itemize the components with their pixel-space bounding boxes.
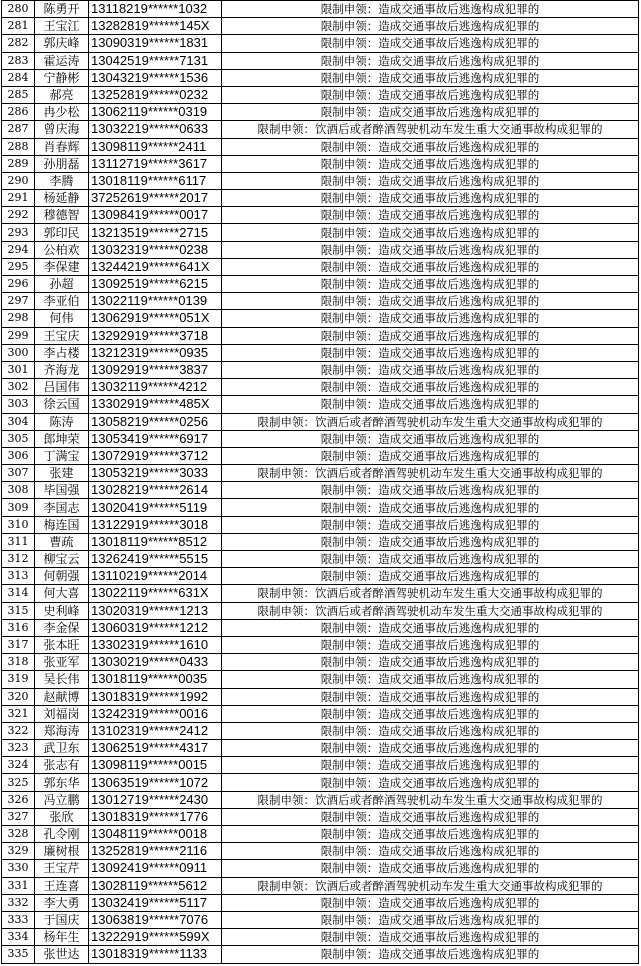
person-name-cell: 陈涛	[35, 413, 89, 430]
person-name-cell: 齐海龙	[35, 361, 89, 378]
id-number-cell: 13212319******0935	[89, 344, 222, 361]
restriction-reason-cell: 限制申领：造成交通事故后逃逸构成犯罪的	[222, 946, 639, 963]
row-number-cell: 321	[2, 705, 35, 722]
restriction-reason-cell: 限制申领：造成交通事故后逃逸构成犯罪的	[222, 671, 639, 688]
person-name-cell: 柳宝云	[35, 551, 89, 568]
row-number-cell: 292	[2, 207, 35, 224]
id-number-cell: 37252619******2017	[89, 190, 222, 207]
row-number-cell: 294	[2, 241, 35, 258]
table-row	[2, 533, 639, 550]
table-row	[2, 860, 639, 877]
id-number-cell: 13018119******8512	[89, 533, 222, 550]
person-name-cell: 陈勇开	[35, 1, 89, 18]
table-row	[2, 585, 639, 602]
restriction-reason-cell: 限制申领：造成交通事故后逃逸构成犯罪的	[222, 499, 639, 516]
restriction-reason-cell: 限制申领：造成交通事故后逃逸构成犯罪的	[222, 293, 639, 310]
restriction-reason-cell: 限制申领：造成交通事故后逃逸构成犯罪的	[222, 551, 639, 568]
person-name-cell: 李金保	[35, 619, 89, 636]
person-name-cell: 杨延静	[35, 190, 89, 207]
id-number-cell: 13032119******4212	[89, 379, 222, 396]
table-row	[2, 705, 639, 722]
person-name-cell: 王宝江	[35, 18, 89, 35]
restriction-reason-cell: 限制申领：造成交通事故后逃逸构成犯罪的	[222, 808, 639, 825]
restriction-reason-cell: 限制申领：饮酒后或者醉酒驾驶机动车发生重大交通事故构成犯罪的	[222, 602, 639, 619]
id-number-cell: 13102319******2412	[89, 722, 222, 739]
row-number-cell: 314	[2, 585, 35, 602]
person-name-cell: 霍运涛	[35, 52, 89, 69]
person-name-cell: 李亚伯	[35, 293, 89, 310]
row-number-cell: 298	[2, 310, 35, 327]
table-row	[2, 86, 639, 103]
id-number-cell: 13063519******1072	[89, 774, 222, 791]
restriction-reason-cell: 限制申领：造成交通事故后逃逸构成犯罪的	[222, 826, 639, 843]
row-number-cell: 302	[2, 379, 35, 396]
id-number-cell: 13090319******1831	[89, 35, 222, 52]
person-name-cell: 郝亮	[35, 86, 89, 103]
restriction-reason-cell: 限制申领：造成交通事故后逃逸构成犯罪的	[222, 654, 639, 671]
table-row	[2, 121, 639, 138]
person-name-cell: 王宝庆	[35, 327, 89, 344]
id-number-cell: 13063819******7076	[89, 911, 222, 928]
row-number-cell: 295	[2, 258, 35, 275]
id-number-cell: 13018119******0035	[89, 671, 222, 688]
id-number-cell: 13043219******1536	[89, 69, 222, 86]
restriction-reason-cell: 限制申领：造成交通事故后逃逸构成犯罪的	[222, 860, 639, 877]
restriction-reason-cell: 限制申领：造成交通事故后逃逸构成犯罪的	[222, 911, 639, 928]
restriction-reason-cell: 限制申领：造成交通事故后逃逸构成犯罪的	[222, 361, 639, 378]
person-name-cell: 张本旺	[35, 636, 89, 653]
id-number-cell: 13020319******1213	[89, 602, 222, 619]
id-number-cell: 13262419******5515	[89, 551, 222, 568]
table-row	[2, 379, 639, 396]
table-row	[2, 241, 639, 258]
person-name-cell: 郭东华	[35, 774, 89, 791]
id-number-cell: 13072919******3712	[89, 447, 222, 464]
person-name-cell: 李占楼	[35, 344, 89, 361]
person-name-cell: 李腾	[35, 172, 89, 189]
table-row	[2, 190, 639, 207]
id-number-cell: 13110219******2014	[89, 568, 222, 585]
table-row	[2, 293, 639, 310]
restriction-reason-cell: 限制申领：造成交通事故后逃逸构成犯罪的	[222, 172, 639, 189]
row-number-cell: 332	[2, 894, 35, 911]
table-row	[2, 155, 639, 172]
restriction-reason-cell: 限制申领：造成交通事故后逃逸构成犯罪的	[222, 619, 639, 636]
id-number-cell: 13018119******6117	[89, 172, 222, 189]
id-number-cell: 13292919******3718	[89, 327, 222, 344]
person-name-cell: 孔令刚	[35, 826, 89, 843]
person-name-cell: 穆德智	[35, 207, 89, 224]
restriction-reason-cell: 限制申领：造成交通事故后逃逸构成犯罪的	[222, 52, 639, 69]
row-number-cell: 325	[2, 774, 35, 791]
id-number-cell: 13053419******6917	[89, 430, 222, 447]
person-name-cell: 孙超	[35, 276, 89, 293]
id-number-cell: 13020419******5119	[89, 499, 222, 516]
row-number-cell: 335	[2, 946, 35, 963]
id-number-cell: 13060319******1212	[89, 619, 222, 636]
table-row	[2, 636, 639, 653]
table-row	[2, 430, 639, 447]
row-number-cell: 313	[2, 568, 35, 585]
id-number-cell: 13042519******7131	[89, 52, 222, 69]
row-number-cell: 328	[2, 826, 35, 843]
id-number-cell: 13252819******0232	[89, 86, 222, 103]
restriction-reason-cell: 限制申领：饮酒后或者醉酒驾驶机动车发生重大交通事故构成犯罪的	[222, 465, 639, 482]
id-number-cell: 13302319******1610	[89, 636, 222, 653]
restriction-reason-cell: 限制申领：造成交通事故后逃逸构成犯罪的	[222, 516, 639, 533]
table-row	[2, 791, 639, 808]
id-number-cell: 13222919******599X	[89, 929, 222, 946]
table-row	[2, 654, 639, 671]
id-number-cell: 13098119******0015	[89, 757, 222, 774]
person-name-cell: 郑海涛	[35, 722, 89, 739]
id-number-cell: 13062519******4317	[89, 740, 222, 757]
person-name-cell: 何大喜	[35, 585, 89, 602]
table-row	[2, 929, 639, 946]
person-name-cell: 冉少松	[35, 104, 89, 121]
restriction-reason-cell: 限制申领：饮酒后或者醉酒驾驶机动车发生重大交通事故构成犯罪的	[222, 877, 639, 894]
id-number-cell: 13302919******485X	[89, 396, 222, 413]
table-row	[2, 344, 639, 361]
person-name-cell: 王宝芹	[35, 860, 89, 877]
person-name-cell: 郎坤荣	[35, 430, 89, 447]
person-name-cell: 郭印民	[35, 224, 89, 241]
row-number-cell: 291	[2, 190, 35, 207]
id-number-cell: 13022119******0139	[89, 293, 222, 310]
restriction-table	[1, 0, 639, 964]
restriction-reason-cell: 限制申领：造成交通事故后逃逸构成犯罪的	[222, 447, 639, 464]
row-number-cell: 301	[2, 361, 35, 378]
id-number-cell: 13244219******641X	[89, 258, 222, 275]
table-row	[2, 1, 639, 18]
row-number-cell: 329	[2, 843, 35, 860]
table-row	[2, 396, 639, 413]
id-number-cell: 13098119******2411	[89, 138, 222, 155]
restriction-reason-cell: 限制申领：造成交通事故后逃逸构成犯罪的	[222, 843, 639, 860]
row-number-cell: 289	[2, 155, 35, 172]
person-name-cell: 李国志	[35, 499, 89, 516]
row-number-cell: 322	[2, 722, 35, 739]
row-number-cell: 316	[2, 619, 35, 636]
person-name-cell: 毕国强	[35, 482, 89, 499]
restriction-reason-cell: 限制申领：造成交通事故后逃逸构成犯罪的	[222, 894, 639, 911]
restriction-reason-cell: 限制申领：造成交通事故后逃逸构成犯罪的	[222, 86, 639, 103]
table-row	[2, 104, 639, 121]
id-number-cell: 13028219******2614	[89, 482, 222, 499]
row-number-cell: 307	[2, 465, 35, 482]
person-name-cell: 曾庆海	[35, 121, 89, 138]
id-number-cell: 13282819******145X	[89, 18, 222, 35]
person-name-cell: 徐云国	[35, 396, 89, 413]
person-name-cell: 史利峰	[35, 602, 89, 619]
table-row	[2, 516, 639, 533]
restriction-reason-cell: 限制申领：造成交通事故后逃逸构成犯罪的	[222, 396, 639, 413]
table-row	[2, 826, 639, 843]
table-row	[2, 946, 639, 963]
table-row	[2, 894, 639, 911]
restriction-reason-cell: 限制申领：造成交通事故后逃逸构成犯罪的	[222, 327, 639, 344]
row-number-cell: 333	[2, 911, 35, 928]
row-number-cell: 315	[2, 602, 35, 619]
row-number-cell: 281	[2, 18, 35, 35]
person-name-cell: 张志有	[35, 757, 89, 774]
person-name-cell: 张亚军	[35, 654, 89, 671]
row-number-cell: 306	[2, 447, 35, 464]
row-number-cell: 282	[2, 35, 35, 52]
id-number-cell: 13092919******3837	[89, 361, 222, 378]
row-number-cell: 284	[2, 69, 35, 86]
row-number-cell: 283	[2, 52, 35, 69]
row-number-cell: 309	[2, 499, 35, 516]
person-name-cell: 郭庆峰	[35, 35, 89, 52]
row-number-cell: 296	[2, 276, 35, 293]
person-name-cell: 公柏欢	[35, 241, 89, 258]
row-number-cell: 319	[2, 671, 35, 688]
row-number-cell: 320	[2, 688, 35, 705]
id-number-cell: 13032319******0238	[89, 241, 222, 258]
id-number-cell: 13213519******2715	[89, 224, 222, 241]
id-number-cell: 13122919******3018	[89, 516, 222, 533]
id-number-cell: 13018319******1992	[89, 688, 222, 705]
restriction-reason-cell: 限制申领：造成交通事故后逃逸构成犯罪的	[222, 705, 639, 722]
restriction-reason-cell: 限制申领：造成交通事故后逃逸构成犯罪的	[222, 636, 639, 653]
person-name-cell: 张建	[35, 465, 89, 482]
table-row	[2, 327, 639, 344]
row-number-cell: 290	[2, 172, 35, 189]
row-number-cell: 293	[2, 224, 35, 241]
row-number-cell: 312	[2, 551, 35, 568]
table-row	[2, 413, 639, 430]
person-name-cell: 刘福岗	[35, 705, 89, 722]
restriction-reason-cell: 限制申领：造成交通事故后逃逸构成犯罪的	[222, 344, 639, 361]
id-number-cell: 13022119******631X	[89, 585, 222, 602]
restriction-reason-cell: 限制申领：造成交通事故后逃逸构成犯罪的	[222, 688, 639, 705]
row-number-cell: 326	[2, 791, 35, 808]
person-name-cell: 何朝强	[35, 568, 89, 585]
id-number-cell: 13053219******3033	[89, 465, 222, 482]
table-row	[2, 671, 639, 688]
table-row	[2, 619, 639, 636]
table-row	[2, 447, 639, 464]
restriction-reason-cell: 限制申领：造成交通事故后逃逸构成犯罪的	[222, 757, 639, 774]
table-row	[2, 568, 639, 585]
row-number-cell: 317	[2, 636, 35, 653]
restriction-reason-cell: 限制申领：饮酒后或者醉酒驾驶机动车发生重大交通事故构成犯罪的	[222, 585, 639, 602]
row-number-cell: 318	[2, 654, 35, 671]
table-row	[2, 465, 639, 482]
restriction-reason-cell: 限制申领：饮酒后或者醉酒驾驶机动车发生重大交通事故构成犯罪的	[222, 791, 639, 808]
table-row	[2, 774, 639, 791]
person-name-cell: 吕国伟	[35, 379, 89, 396]
person-name-cell: 李保建	[35, 258, 89, 275]
id-number-cell: 13030219******0433	[89, 654, 222, 671]
table-row	[2, 207, 639, 224]
restriction-reason-cell: 限制申领：造成交通事故后逃逸构成犯罪的	[222, 69, 639, 86]
row-number-cell: 299	[2, 327, 35, 344]
table-row	[2, 499, 639, 516]
restriction-reason-cell: 限制申领：造成交通事故后逃逸构成犯罪的	[222, 482, 639, 499]
restriction-reason-cell: 限制申领：造成交通事故后逃逸构成犯罪的	[222, 258, 639, 275]
id-number-cell: 13062119******0319	[89, 104, 222, 121]
id-number-cell: 13028119******5612	[89, 877, 222, 894]
restriction-reason-cell: 限制申领：造成交通事故后逃逸构成犯罪的	[222, 1, 639, 18]
restriction-reason-cell: 限制申领：造成交通事故后逃逸构成犯罪的	[222, 155, 639, 172]
id-number-cell: 13032219******0633	[89, 121, 222, 138]
row-number-cell: 287	[2, 121, 35, 138]
person-name-cell: 曹疏	[35, 533, 89, 550]
restriction-reason-cell: 限制申领：造成交通事故后逃逸构成犯罪的	[222, 379, 639, 396]
restriction-reason-cell: 限制申领：造成交通事故后逃逸构成犯罪的	[222, 18, 639, 35]
row-number-cell: 330	[2, 860, 35, 877]
table-row	[2, 258, 639, 275]
table-row	[2, 224, 639, 241]
person-name-cell: 孙朋磊	[35, 155, 89, 172]
row-number-cell: 305	[2, 430, 35, 447]
row-number-cell: 323	[2, 740, 35, 757]
table-row	[2, 482, 639, 499]
person-name-cell: 王连喜	[35, 877, 89, 894]
table-row	[2, 757, 639, 774]
row-number-cell: 297	[2, 293, 35, 310]
restriction-reason-cell: 限制申领：造成交通事故后逃逸构成犯罪的	[222, 430, 639, 447]
restriction-reason-cell: 限制申领：造成交通事故后逃逸构成犯罪的	[222, 241, 639, 258]
person-name-cell: 何伟	[35, 310, 89, 327]
restriction-reason-cell: 限制申领：造成交通事故后逃逸构成犯罪的	[222, 190, 639, 207]
restriction-reason-cell: 限制申领：造成交通事故后逃逸构成犯罪的	[222, 929, 639, 946]
person-name-cell: 肖春辉	[35, 138, 89, 155]
row-number-cell: 311	[2, 533, 35, 550]
table-row	[2, 310, 639, 327]
id-number-cell: 13098419******0017	[89, 207, 222, 224]
restriction-reason-cell: 限制申领：造成交通事故后逃逸构成犯罪的	[222, 774, 639, 791]
person-name-cell: 武卫东	[35, 740, 89, 757]
id-number-cell: 13032419******5117	[89, 894, 222, 911]
table-row	[2, 52, 639, 69]
id-number-cell: 13242319******0016	[89, 705, 222, 722]
table-row	[2, 877, 639, 894]
row-number-cell: 286	[2, 104, 35, 121]
row-number-cell: 334	[2, 929, 35, 946]
id-number-cell: 13252819******2116	[89, 843, 222, 860]
restriction-reason-cell: 限制申领：造成交通事故后逃逸构成犯罪的	[222, 568, 639, 585]
person-name-cell: 吴长伟	[35, 671, 89, 688]
id-number-cell: 13048119******0018	[89, 826, 222, 843]
table-row	[2, 722, 639, 739]
row-number-cell: 285	[2, 86, 35, 103]
id-number-cell: 13062919******051X	[89, 310, 222, 327]
restriction-reason-cell: 限制申领：造成交通事故后逃逸构成犯罪的	[222, 35, 639, 52]
row-number-cell: 310	[2, 516, 35, 533]
id-number-cell: 13092519******6215	[89, 276, 222, 293]
id-number-cell: 13058219******0256	[89, 413, 222, 430]
person-name-cell: 杨年生	[35, 929, 89, 946]
row-number-cell: 308	[2, 482, 35, 499]
id-number-cell: 13118219******1032	[89, 1, 222, 18]
person-name-cell: 冯立鹏	[35, 791, 89, 808]
row-number-cell: 303	[2, 396, 35, 413]
table-row	[2, 688, 639, 705]
person-name-cell: 张世达	[35, 946, 89, 963]
table-row	[2, 551, 639, 568]
id-number-cell: 13012719******2430	[89, 791, 222, 808]
restriction-reason-cell: 限制申领：造成交通事故后逃逸构成犯罪的	[222, 104, 639, 121]
row-number-cell: 300	[2, 344, 35, 361]
row-number-cell: 324	[2, 757, 35, 774]
restriction-reason-cell: 限制申领：造成交通事故后逃逸构成犯罪的	[222, 740, 639, 757]
restriction-reason-cell: 限制申领：造成交通事故后逃逸构成犯罪的	[222, 224, 639, 241]
person-name-cell: 于国庆	[35, 911, 89, 928]
person-name-cell: 李大勇	[35, 894, 89, 911]
table-row	[2, 138, 639, 155]
table-row	[2, 843, 639, 860]
table-body	[2, 1, 639, 964]
person-name-cell: 廉树根	[35, 843, 89, 860]
restriction-reason-cell: 限制申领：饮酒后或者醉酒驾驶机动车发生重大交通事故构成犯罪的	[222, 413, 639, 430]
id-number-cell: 13112719******3617	[89, 155, 222, 172]
person-name-cell: 宁静彬	[35, 69, 89, 86]
table-row	[2, 35, 639, 52]
table-row	[2, 740, 639, 757]
restriction-reason-cell: 限制申领：造成交通事故后逃逸构成犯罪的	[222, 533, 639, 550]
person-name-cell: 丁满宝	[35, 447, 89, 464]
person-name-cell: 梅连国	[35, 516, 89, 533]
restriction-reason-cell: 限制申领：造成交通事故后逃逸构成犯罪的	[222, 138, 639, 155]
table-row	[2, 602, 639, 619]
table-row	[2, 172, 639, 189]
table-row	[2, 18, 639, 35]
table-row	[2, 808, 639, 825]
id-number-cell: 13092419******0911	[89, 860, 222, 877]
restriction-reason-cell: 限制申领：造成交通事故后逃逸构成犯罪的	[222, 310, 639, 327]
person-name-cell: 赵献博	[35, 688, 89, 705]
row-number-cell: 327	[2, 808, 35, 825]
table-row	[2, 361, 639, 378]
restriction-reason-cell: 限制申领：造成交通事故后逃逸构成犯罪的	[222, 276, 639, 293]
row-number-cell: 304	[2, 413, 35, 430]
row-number-cell: 331	[2, 877, 35, 894]
person-name-cell: 张欣	[35, 808, 89, 825]
table-row	[2, 276, 639, 293]
row-number-cell: 288	[2, 138, 35, 155]
restriction-reason-cell: 限制申领：饮酒后或者醉酒驾驶机动车发生重大交通事故构成犯罪的	[222, 121, 639, 138]
restriction-reason-cell: 限制申领：造成交通事故后逃逸构成犯罪的	[222, 207, 639, 224]
restriction-reason-cell: 限制申领：造成交通事故后逃逸构成犯罪的	[222, 722, 639, 739]
table-row	[2, 69, 639, 86]
row-number-cell: 280	[2, 1, 35, 18]
table-row	[2, 911, 639, 928]
id-number-cell: 13018319******1776	[89, 808, 222, 825]
id-number-cell: 13018319******1133	[89, 946, 222, 963]
